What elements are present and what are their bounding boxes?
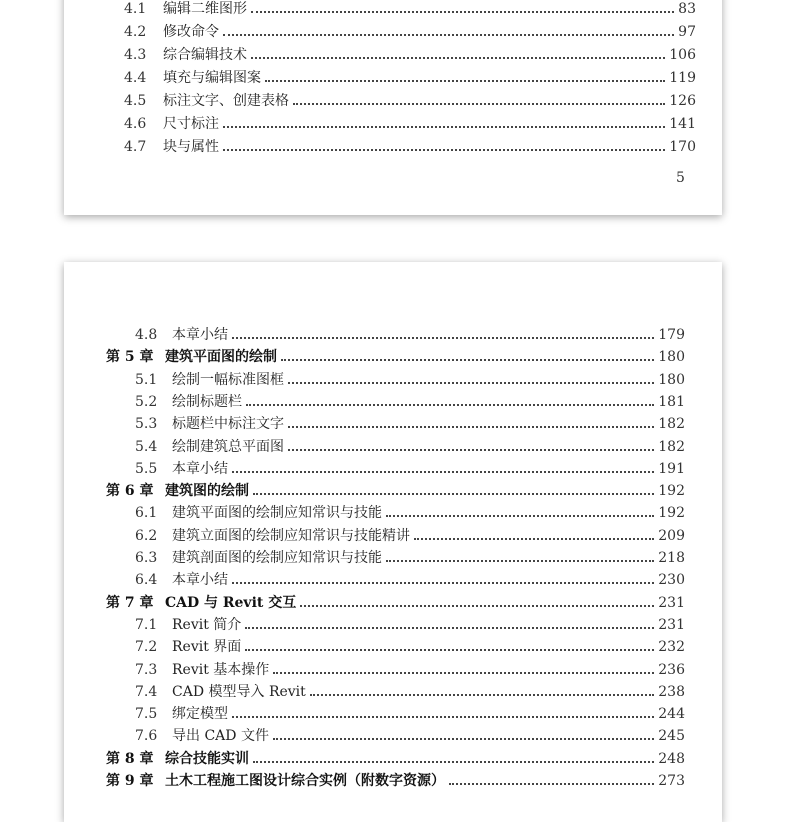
entry-number: 7.3: [135, 661, 158, 678]
entry-title: 绘制建筑总平面图: [172, 438, 284, 455]
entry-page-number: 232: [658, 639, 685, 656]
toc-section-entry: [124, 45, 696, 65]
dot-leader: [251, 57, 665, 59]
entry-number: 6.4: [135, 572, 158, 589]
entry-number: 4.5: [124, 93, 147, 109]
dot-leader: [223, 149, 665, 151]
toc-page-upper: [64, 0, 722, 215]
entry-number: 6.3: [135, 550, 158, 566]
entry-title: 建筑立面图的绘制应知常识与技能精讲: [172, 527, 410, 544]
entry-title: Revit 简介: [172, 616, 242, 633]
entry-title: CAD 与 Revit 交互: [165, 594, 297, 611]
entry-page-number: 231: [658, 594, 685, 611]
entry-title: 本章小结: [172, 460, 228, 477]
toc-chapter-entry: [106, 481, 685, 501]
toc-section-entry: [124, 137, 696, 157]
entry-number: 5.4: [135, 438, 158, 455]
entry-number: 7.1: [135, 616, 158, 633]
entry-number: 4.3: [124, 47, 147, 63]
entry-title: Revit 基本操作: [172, 661, 270, 678]
entry-number: 第 9 章: [106, 773, 154, 789]
dot-leader: [232, 716, 654, 718]
entry-page-number: 180: [658, 371, 685, 388]
dot-leader: [253, 761, 654, 763]
dot-leader: [281, 359, 654, 361]
entry-number: 第 6 章: [106, 483, 154, 500]
entry-title: 填充与编辑图案: [163, 70, 261, 86]
entry-title: 编辑二维图形: [163, 1, 247, 17]
entry-number: 5.1: [135, 371, 158, 388]
entry-title: 绘制一幅标准图框: [172, 371, 284, 388]
dot-leader: [300, 605, 654, 607]
dot-leader: [232, 471, 654, 473]
toc-section-entry: [124, 0, 696, 19]
toc-section-entry: [135, 325, 685, 345]
toc-section-entry: [135, 682, 685, 702]
entry-page-number: 192: [658, 483, 685, 500]
entry-title: 建筑平面图的绘制应知常识与技能: [172, 505, 382, 522]
entry-page-number: 238: [658, 683, 685, 700]
toc-section-entry: [135, 437, 685, 457]
entry-title: 建筑剖面图的绘制应知常识与技能: [172, 550, 382, 566]
entry-number: 5.3: [135, 416, 158, 433]
entry-page-number: 230: [658, 572, 685, 589]
entry-page-number: 182: [658, 438, 685, 455]
dot-leader: [386, 515, 654, 517]
entry-number: 第 5 章: [106, 349, 154, 366]
entry-number: 5.2: [135, 393, 158, 410]
dot-leader: [386, 560, 654, 562]
toc-section-entry: [135, 459, 685, 479]
toc-chapter-entry: [106, 771, 685, 791]
entry-title: 本章小结: [172, 327, 228, 343]
dot-leader: [223, 34, 674, 36]
toc-section-entry: [135, 726, 685, 746]
page-number: 5: [676, 170, 685, 186]
dot-leader: [273, 672, 654, 674]
entry-page-number: 126: [669, 93, 696, 109]
entry-title: 导出 CAD 文件: [172, 728, 269, 745]
entry-page-number: 192: [658, 505, 685, 522]
entry-title: 绘制标题栏: [172, 393, 242, 410]
entry-title: 土木工程施工图设计综合实例（附数字资源）: [165, 773, 445, 789]
entry-number: 第 8 章: [106, 750, 154, 767]
dot-leader: [232, 337, 654, 339]
entry-page-number: 191: [658, 460, 685, 477]
entry-title: 本章小结: [172, 572, 228, 589]
toc-section-entry: [135, 704, 685, 724]
toc-chapter-entry: [106, 593, 685, 613]
entry-page-number: 231: [658, 616, 685, 633]
dot-leader: [414, 538, 654, 540]
toc-section-entry: [135, 615, 685, 635]
entry-number: 4.8: [135, 327, 158, 343]
entry-title: 建筑图的绘制: [165, 483, 249, 500]
entry-number: 第 7 章: [106, 594, 154, 611]
toc-chapter-entry: [106, 749, 685, 769]
entry-number: 5.5: [135, 460, 158, 477]
entry-title: 尺寸标注: [163, 116, 219, 132]
entry-page-number: 244: [658, 706, 685, 723]
dot-leader: [288, 426, 654, 428]
toc-section-entry: [124, 68, 696, 88]
toc-section-entry: [135, 660, 685, 680]
dot-leader: [265, 80, 665, 82]
toc-section-entry: [135, 526, 685, 546]
toc-section-entry: [135, 392, 685, 412]
entry-number: 6.1: [135, 505, 158, 522]
entry-title: 绑定模型: [172, 706, 228, 723]
entry-title: 修改命令: [163, 24, 219, 40]
entry-page-number: 170: [669, 139, 696, 155]
toc-section-entry: [135, 370, 685, 390]
toc-section-entry: [135, 570, 685, 590]
dot-leader: [245, 627, 654, 629]
entry-number: 7.4: [135, 683, 158, 700]
entry-page-number: 248: [658, 750, 685, 767]
entry-page-number: 218: [658, 550, 685, 566]
toc-section-entry: [124, 22, 696, 42]
entry-number: 4.4: [124, 70, 147, 86]
dot-leader: [293, 103, 665, 105]
entry-title: 综合编辑技术: [163, 47, 247, 63]
entry-number: 6.2: [135, 527, 158, 544]
entry-number: 4.1: [124, 1, 147, 17]
entry-title: 建筑平面图的绘制: [165, 349, 277, 366]
dot-leader: [273, 738, 654, 740]
entry-page-number: 245: [658, 728, 685, 745]
entry-page-number: 180: [658, 349, 685, 366]
entry-number: 7.6: [135, 728, 158, 745]
entry-number: 7.2: [135, 639, 158, 656]
entry-page-number: 119: [669, 70, 696, 86]
dot-leader: [246, 404, 654, 406]
toc-section-entry: [124, 114, 696, 134]
dot-leader: [310, 694, 654, 696]
entry-page-number: 141: [669, 116, 696, 132]
dot-leader: [232, 582, 654, 584]
toc-page-lower: [64, 262, 722, 822]
entry-number: 4.2: [124, 24, 147, 40]
dot-leader: [288, 382, 654, 384]
toc-section-entry: [135, 637, 685, 657]
dot-leader: [245, 649, 654, 651]
entry-title: 标注文字、创建表格: [163, 93, 289, 109]
dot-leader: [253, 493, 654, 495]
entry-page-number: 209: [658, 527, 685, 544]
toc-section-entry: [135, 414, 685, 434]
entry-title: Revit 界面: [172, 639, 242, 656]
entry-page-number: 273: [658, 773, 685, 789]
entry-title: 综合技能实训: [165, 750, 249, 767]
entry-page-number: 182: [658, 416, 685, 433]
entry-page-number: 236: [658, 661, 685, 678]
entry-title: 标题栏中标注文字: [172, 416, 284, 433]
dot-leader: [251, 11, 674, 13]
entry-page-number: 181: [658, 393, 685, 410]
dot-leader: [288, 449, 654, 451]
entry-title: CAD 模型导入 Revit: [172, 683, 306, 700]
entry-title: 块与属性: [163, 139, 219, 155]
entry-page-number: 179: [658, 327, 685, 343]
entry-page-number: 83: [678, 1, 696, 17]
toc-section-entry: [124, 91, 696, 111]
entry-number: 4.7: [124, 139, 147, 155]
dot-leader: [223, 126, 665, 128]
toc-chapter-entry: [106, 347, 685, 367]
entry-page-number: 97: [678, 24, 696, 40]
entry-number: 4.6: [124, 116, 147, 132]
toc-section-entry: [135, 548, 685, 568]
entry-page-number: 106: [669, 47, 696, 63]
dot-leader: [449, 783, 654, 785]
entry-number: 7.5: [135, 706, 158, 723]
toc-section-entry: [135, 503, 685, 523]
